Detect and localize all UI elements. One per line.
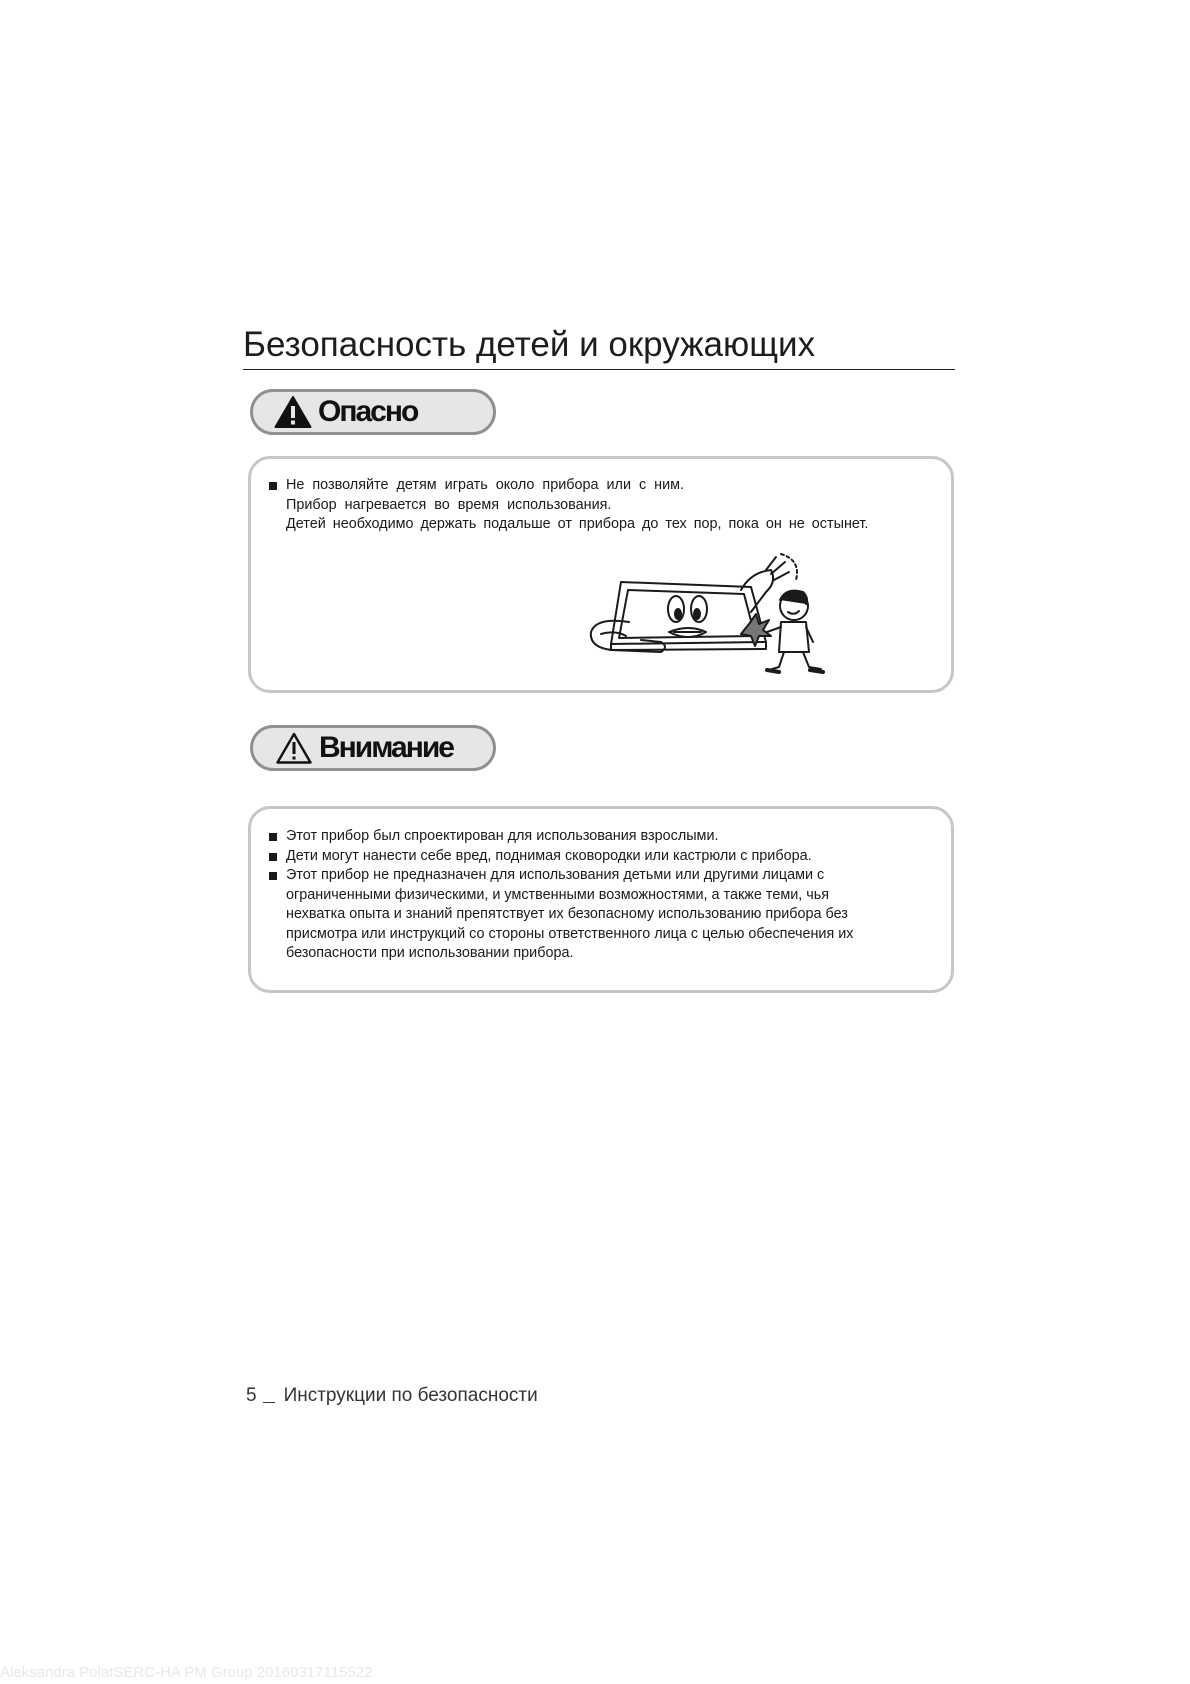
caution-box <box>248 806 954 993</box>
footer-separator <box>263 1402 275 1403</box>
footer-section-title: Инструкции по безопасности <box>283 1385 538 1406</box>
danger-line-1: Не позволяйте детям играть около прибора или с ним. <box>286 477 685 493</box>
danger-line-2: Прибор нагревается во время использования. <box>286 496 612 513</box>
bullet-square-icon <box>269 853 277 861</box>
caution-line: нехватка опыта и знаний препятствует их безопасному использованию прибора без <box>286 906 848 922</box>
caution-line: Этот прибор не предназначен для использования детьми или другими лицами с <box>286 867 825 883</box>
list-item <box>269 827 945 847</box>
caution-line: безопасности при использовании прибора. <box>286 945 574 961</box>
bullet-square-icon <box>269 872 277 880</box>
list-item <box>269 866 945 964</box>
danger-badge <box>250 389 496 435</box>
caution-line: присмотра или инструкций со стороны ответственного лица с целью обеспечения их <box>286 925 854 942</box>
watermark: Aleksandra PolatSERC-HA PM Group 20160317115522 <box>0 1664 373 1681</box>
warning-triangle-filled-icon <box>274 395 312 429</box>
page-title: Безопасность детей и окружающих <box>243 322 955 370</box>
list-item <box>269 476 945 535</box>
page-footer <box>246 1385 538 1407</box>
bullet-square-icon <box>269 482 277 490</box>
caution-badge <box>250 725 496 771</box>
page-number: 5 <box>246 1385 257 1406</box>
danger-box <box>248 456 954 693</box>
caution-list <box>269 827 945 964</box>
caution-label: Внимание <box>319 731 453 764</box>
caution-line: ограниченными физическими, и умственными возможностями, а также теми, чья <box>286 886 830 903</box>
list-item <box>269 847 945 867</box>
caution-line: Дети могут нанести себе вред, поднимая сковородки или кастрюли с прибора. <box>286 847 812 864</box>
warning-triangle-outline-icon <box>275 731 313 765</box>
danger-line-3: Детей необходимо держать подальше от прибора до тех пор, пока он не остынет. <box>286 516 869 532</box>
bullet-square-icon <box>269 833 277 841</box>
danger-list <box>269 476 945 535</box>
danger-label: Опасно <box>318 395 418 428</box>
caution-line: Этот прибор был спроектирован для использования взрослыми. <box>286 828 719 844</box>
hot-cooktop-child-illustration <box>581 552 831 677</box>
